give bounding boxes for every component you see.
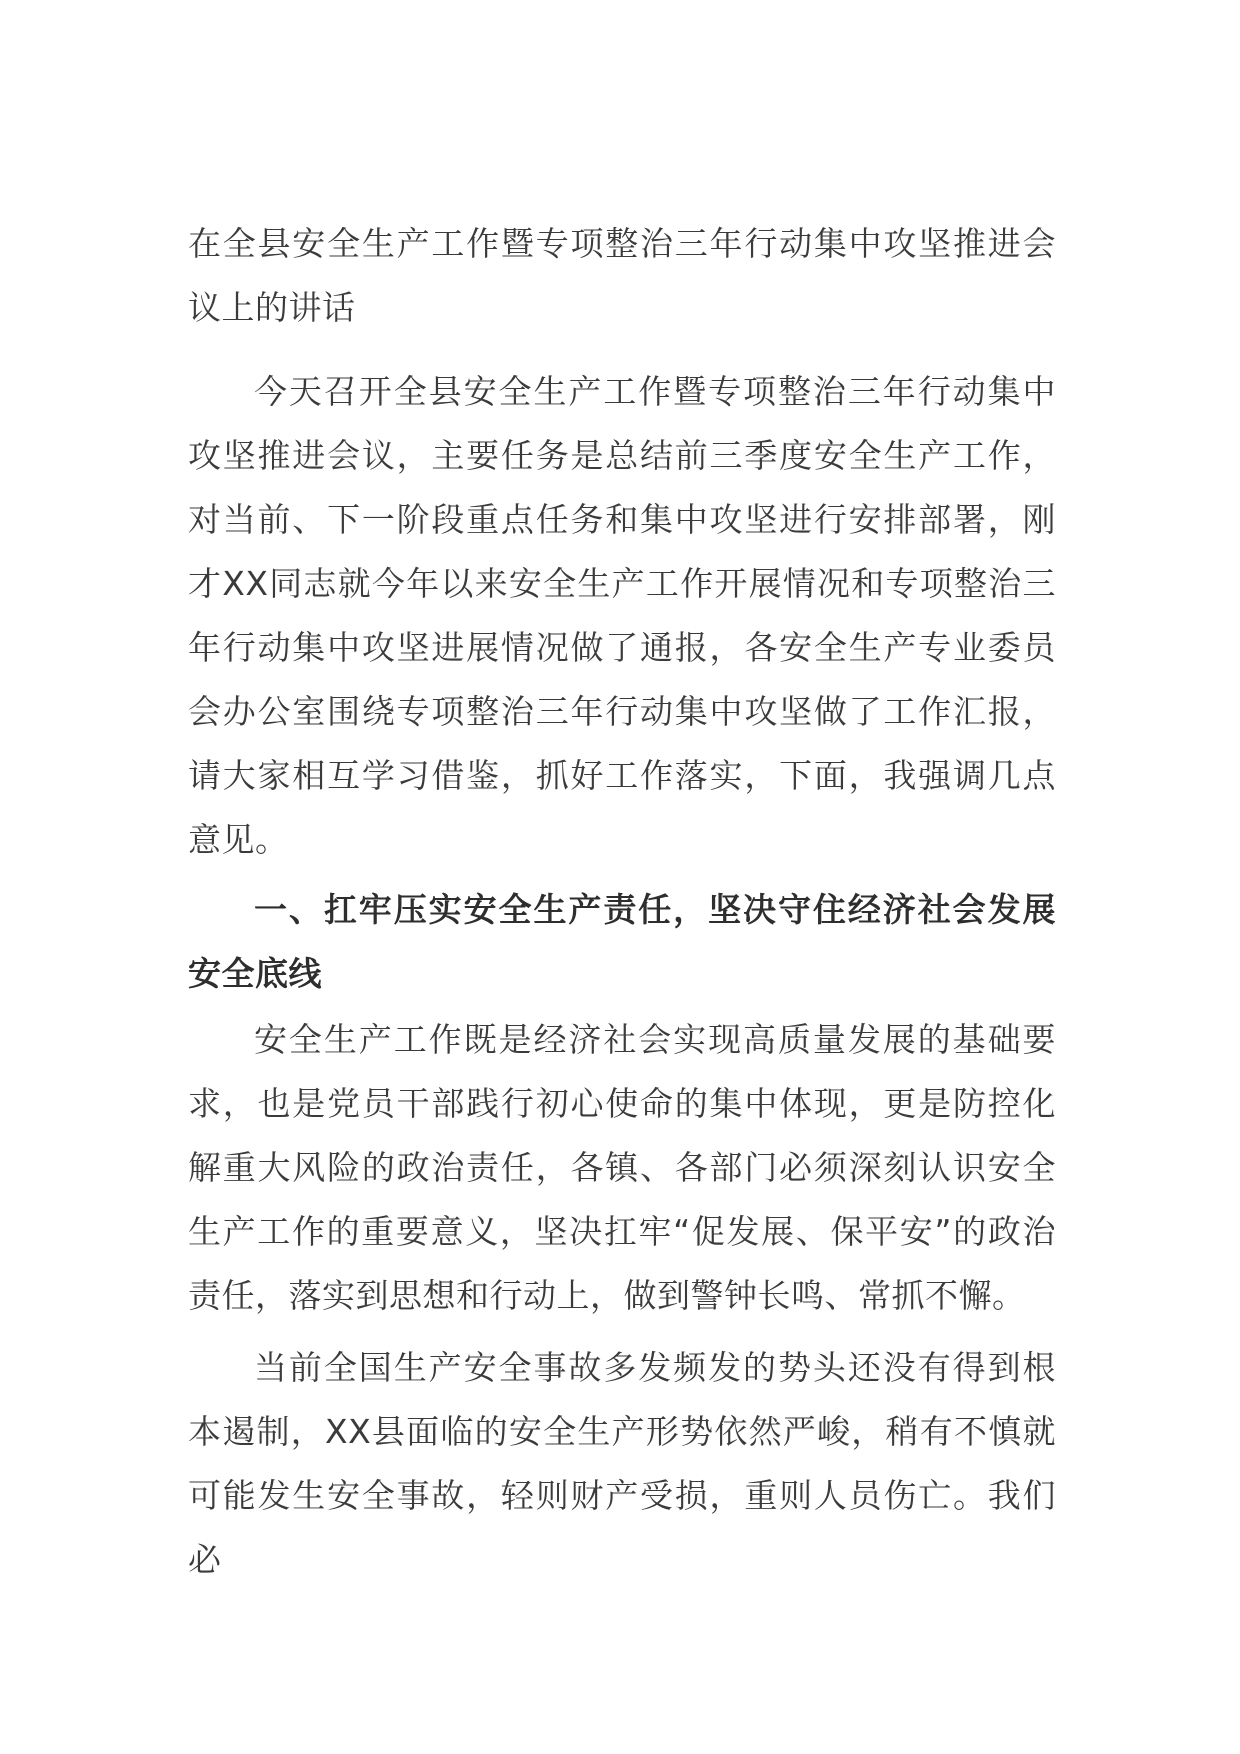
document-title: 在全县安全生产工作暨专项整治三年行动集中攻坚推进会议上的讲话 [188,224,1056,327]
body-paragraph-2: 安全生产工作既是经济社会实现高质量发展的基础要求，也是党员干部践行初心使命的集中体现，更是防控化解重大风险的政治责任，各镇、各部门必须深刻认识安全生产工作的重要意义，坚决扛牢“促发展、保平安”的政治责任，落实到思想和行动上，做到警钟长鸣、常抓不懈。 [188,1020,1056,1315]
body-paragraph-3: 当前全国生产安全事故多发频发的势头还没有得到根本遏制，XX县面临的安全生产形势依然严峻，稍有不慎就可能发生安全事故，轻则财产受损，重则人员伤亡。我们必 [188,1348,1056,1579]
body-paragraph-1: 今天召开全县安全生产工作暨专项整治三年行动集中攻坚推进会议，主要任务是总结前三季度安全生产工作，对当前、下一阶段重点任务和集中攻坚进行安排部署，刚才XX同志就今年以来安全生产工作开展情况和专项整治三年行动集中攻坚进展情况做了通报，各安全生产专业委员会办公室围绕专项整治三年行动集中攻坚做了工作汇报，请大家相互学习借鉴，抓好工作落实，下面，我强调几点意见。 [188,372,1056,859]
section-heading-1: 一、扛牢压实安全生产责任，坚决守住经济社会发展安全底线 [188,890,1056,993]
